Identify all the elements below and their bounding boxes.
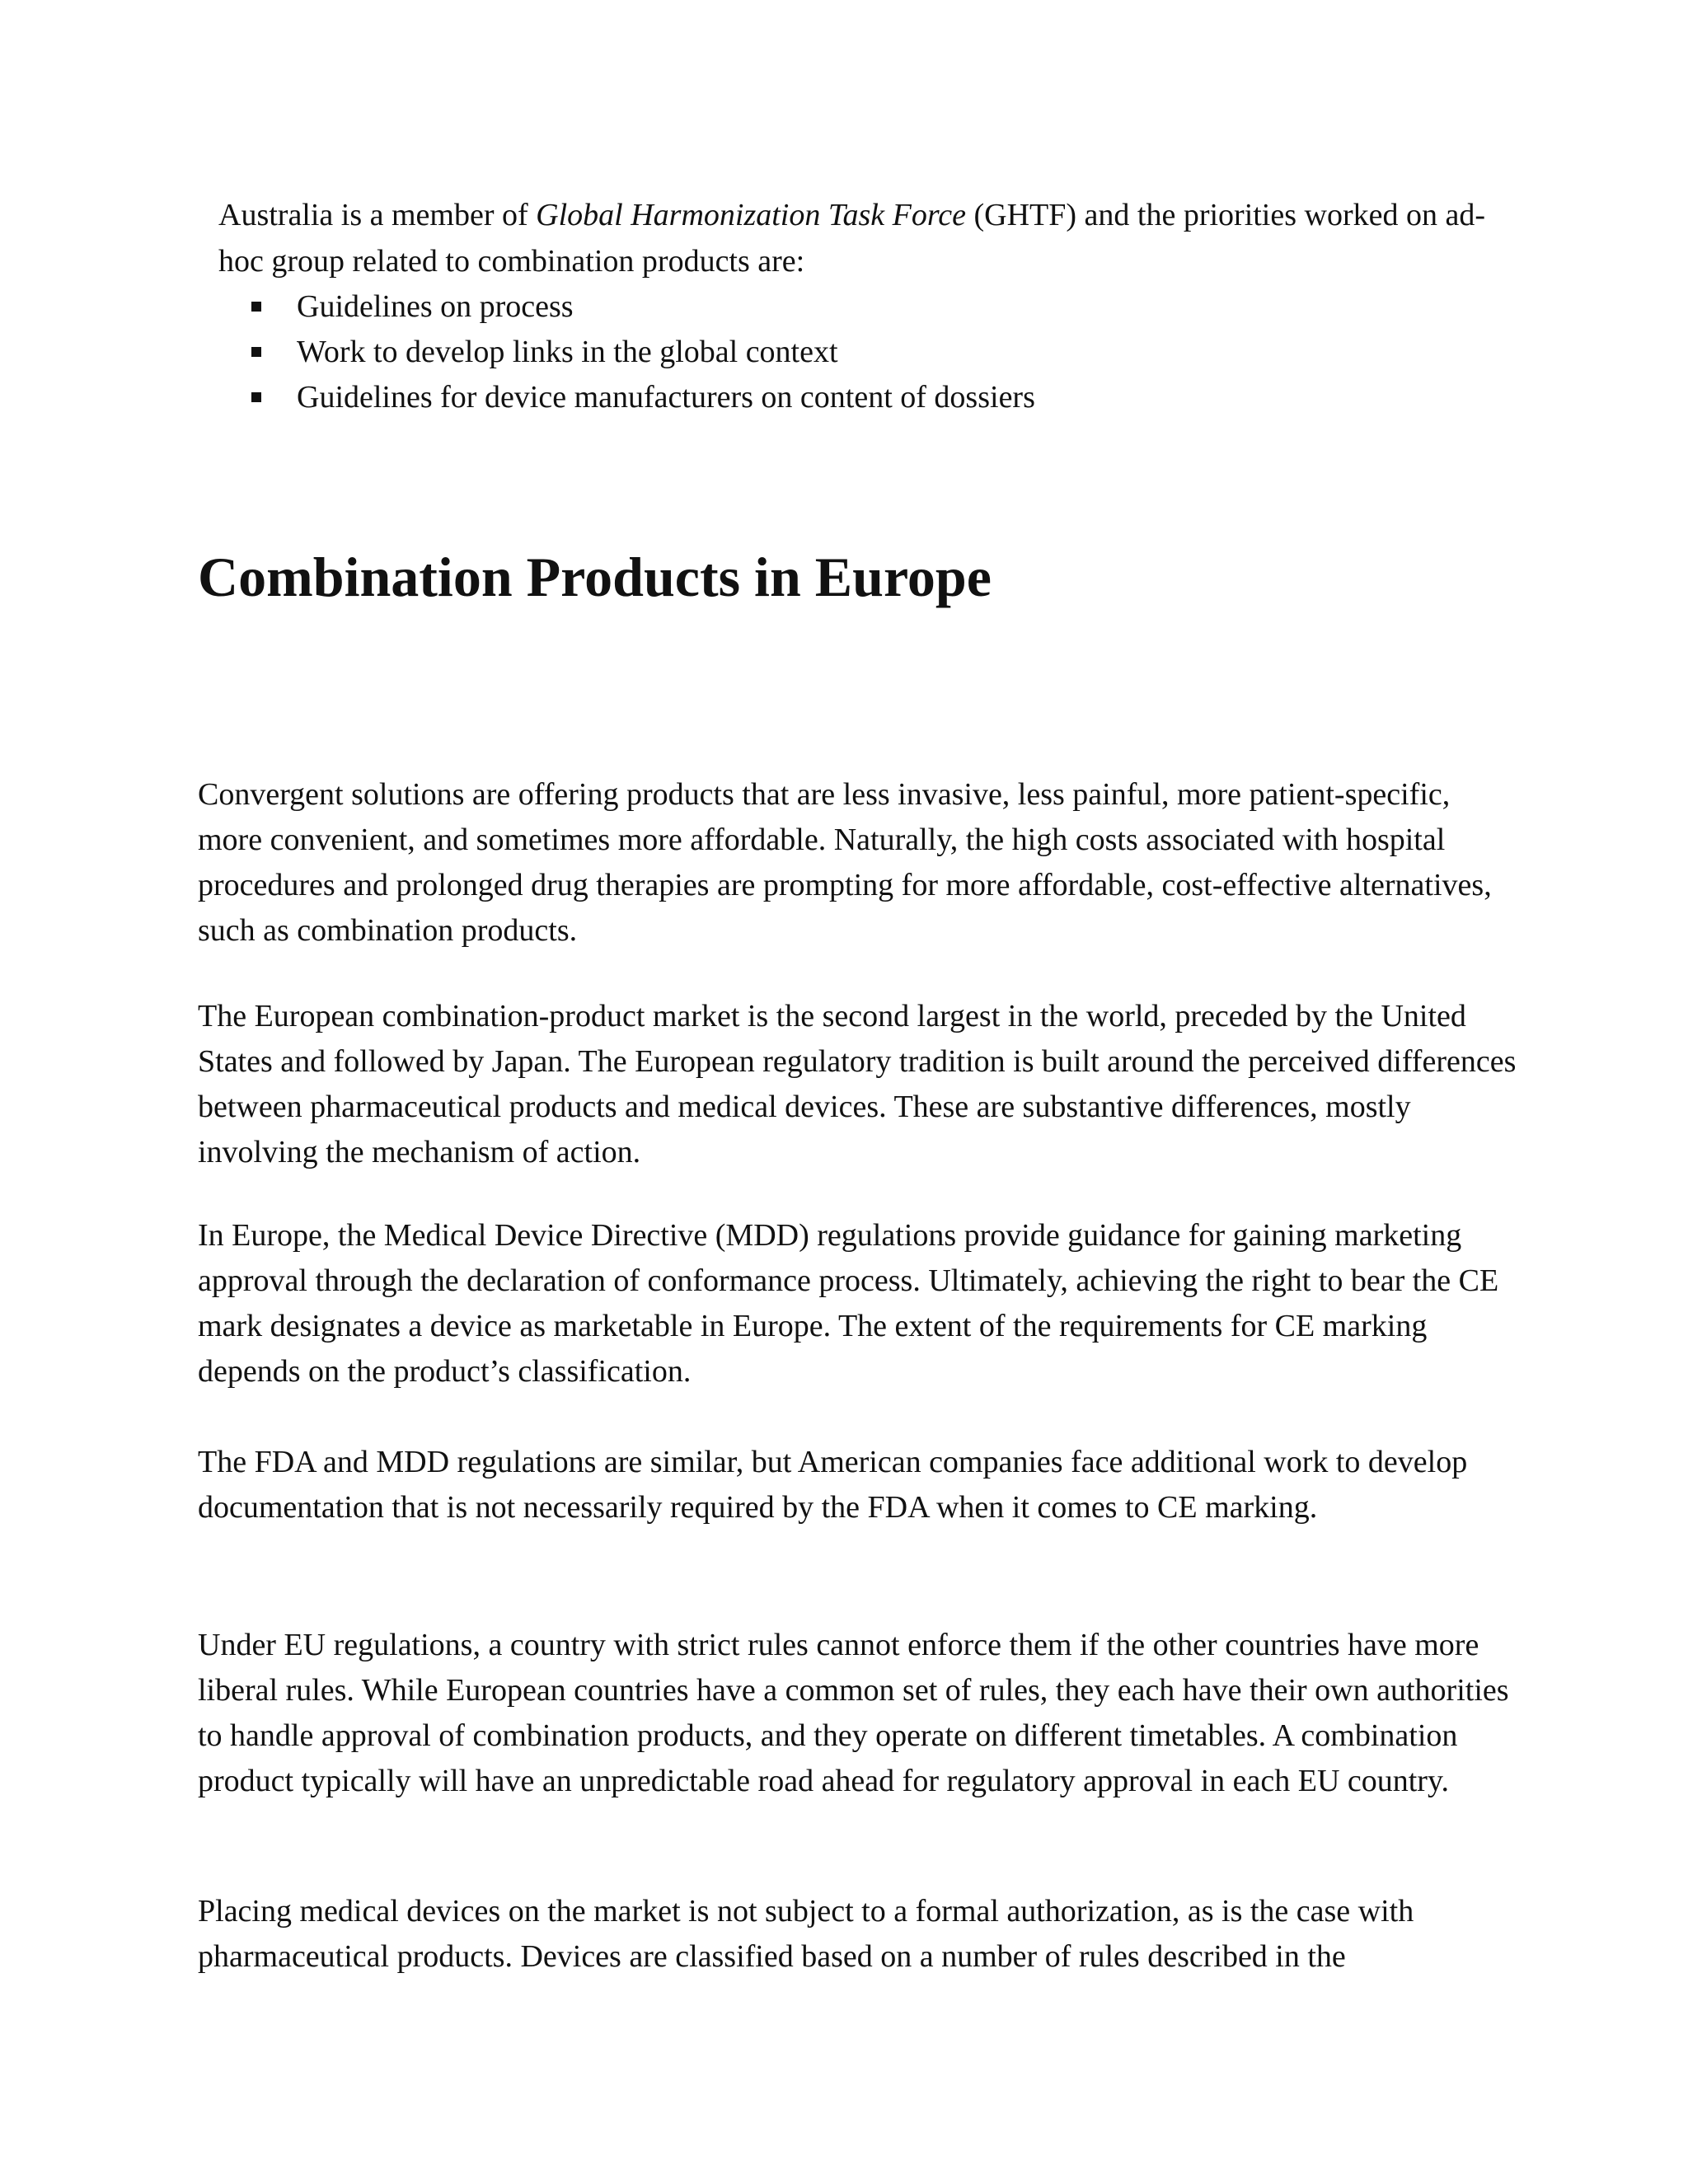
intro-prefix: Australia is a member of [218,198,537,232]
list-item-text: Guidelines on process [297,289,574,324]
body-paragraph: In Europe, the Medical Device Directive (MDD) regulations provide guidance for gaining marketing approval through the declaration of conformance process. Ultimately, achieving the right to bear the CE mark designates a device as marketable in Europe. The extent of the requirements for CE marking depends on the product’s classification. [198,1218,1499,1389]
list-item-text: Work to develop links in the global context [297,335,838,369]
body-paragraph: Convergent solutions are offering products that are less invasive, less painful, more patient-specific, more convenient, and sometimes more affordable. Naturally, the high costs associated with hospital procedures and prolonged drug therapies are prompting for more affordable, cost-effective alternatives, such as combination products. [198,777,1492,948]
intro-suffix: (GHTF) and the priorities worked on ad-hoc group related to combination products are: [218,198,1486,279]
body-paragraph: The European combination-product market is the second largest in the world, preceded by the United States and followed by Japan. The European regulatory tradition is built around the perceived differences between pharmaceutical products and medical devices. These are substantive differences, mostly involving the mechanism of action. [198,999,1517,1169]
square-bullet-icon [251,302,261,312]
square-bullet-icon [251,347,261,357]
intro-paragraph [218,192,1504,284]
list-item [218,375,1504,420]
list-item [218,284,1504,330]
square-bullet-icon [251,392,261,402]
body-paragraph: Under EU regulations, a country with strict rules cannot enforce them if the other countries have more liberal rules. While European countries have a common set of rules, they each have their own authorities to handle approval of combination products, and they operate on different timetables. A combination product typically will have an unpredictable road ahead for regulatory approval in each EU country. [198,1628,1509,1798]
list-item-text: Guidelines for device manufacturers on content of dossiers [297,380,1035,415]
section-heading: Combination Products in Europe [198,546,992,608]
body-paragraph: Placing medical devices on the market is not subject to a formal authorization, as is the case with pharmaceutical products. Devices are classified based on a number of rules described in the [198,1894,1414,1974]
intro-italic-term: Global Harmonization Task Force [536,198,966,232]
body-paragraph: The FDA and MDD regulations are similar, but American companies face additional work to develop documentation that is not necessarily required by the FDA when it comes to CE marking. [198,1445,1468,1525]
intro-block [218,192,1504,420]
list-item [218,330,1504,375]
priorities-list [218,284,1504,420]
